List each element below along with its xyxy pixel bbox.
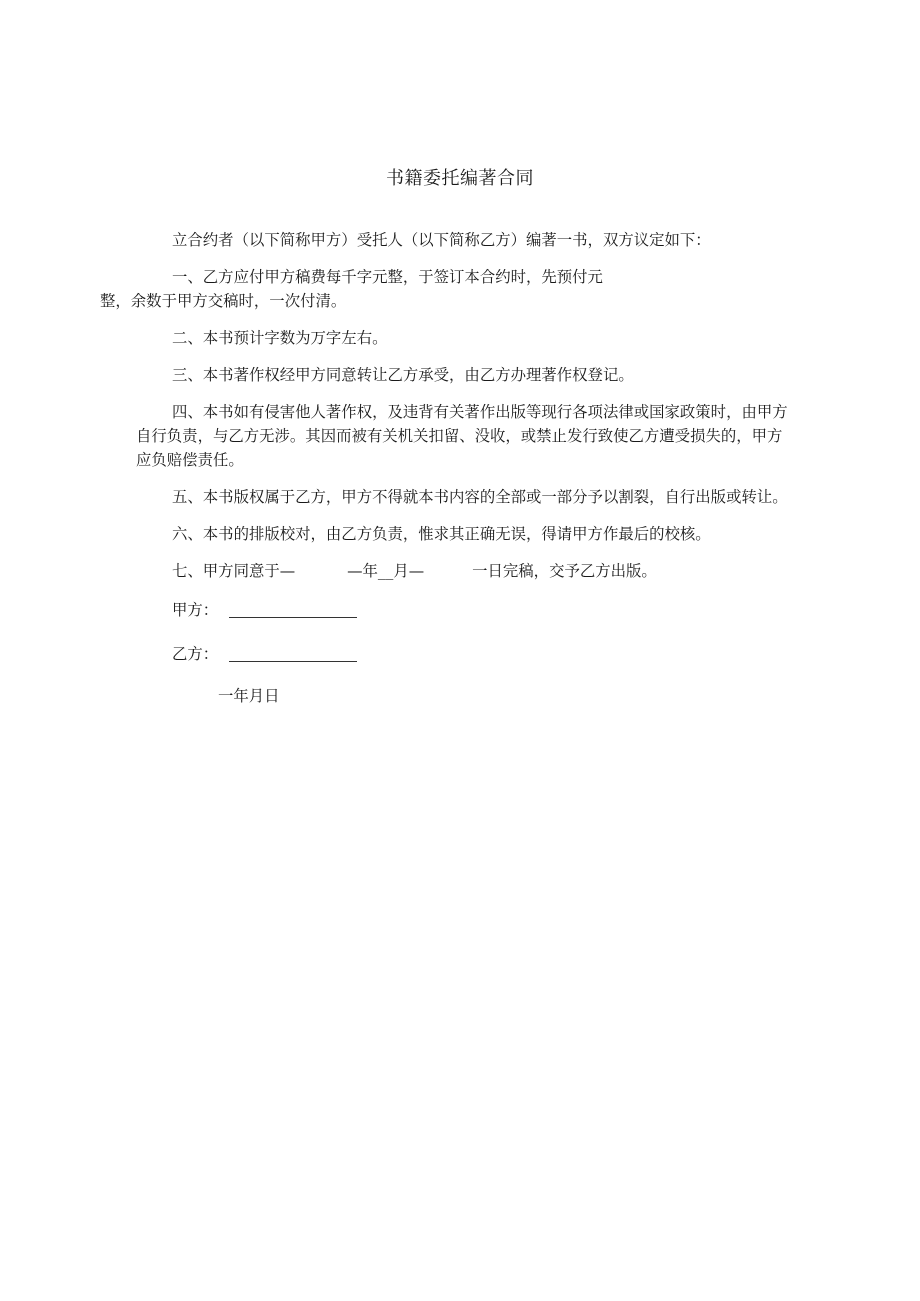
party-a-label: 甲方： [172, 601, 219, 619]
party-b-signature-line[interactable] [229, 643, 357, 662]
date-line: 一年月日 [218, 687, 280, 705]
clause-3: 三、本书著作权经甲方同意转让乙方承受，由乙方办理著作权登记。 [172, 366, 634, 384]
clause-1 [100, 265, 792, 313]
clause-6: 六、本书的排版校对，由乙方负责，惟求其正确无误，得请甲方作最后的校核。 [172, 525, 711, 543]
clause-7-part-3: 一日完稿，交予乙方出版。 [472, 562, 657, 580]
document-title: 书籍委托编著合同 [386, 168, 534, 189]
party-a-signature-line[interactable] [229, 599, 357, 618]
party-b-signature-row [136, 640, 792, 666]
party-b-label: 乙方： [172, 645, 219, 663]
clause-5: 五、本书版权属于乙方，甲方不得就本书内容的全部或一部分予以割裂，自行出版或转让。 [172, 488, 788, 506]
party-a-signature-row [136, 596, 792, 622]
intro-paragraph: 立合约者（以下简称甲方）受托人（以下简称乙方）编著一书，双方议定如下： [172, 231, 711, 249]
clause-2: 二、本书预计字数为万字左右。 [172, 329, 388, 347]
clause-7-part-1: 七、甲方同意于— [172, 562, 296, 580]
clause-1-line-2: 整，余数于甲方交稿时，一次付清。 [100, 292, 347, 310]
clause-7 [136, 559, 792, 583]
document-body [100, 228, 792, 708]
clause-1-line-1: 一、乙方应付甲方稿费每千字元整，于签订本合约时，先预付元 [172, 268, 603, 286]
clause-4: 四、本书如有侵害他人著作权，及违背有关著作出版等现行各项法律或国家政策时，由甲方自行负责，与乙方无涉。其因而被有关机关扣留、没收，或禁止发行致使乙方遭受损失的，甲方应负赔偿责任。 [136, 403, 788, 469]
clause-7-part-2: —年__月— [347, 562, 425, 580]
